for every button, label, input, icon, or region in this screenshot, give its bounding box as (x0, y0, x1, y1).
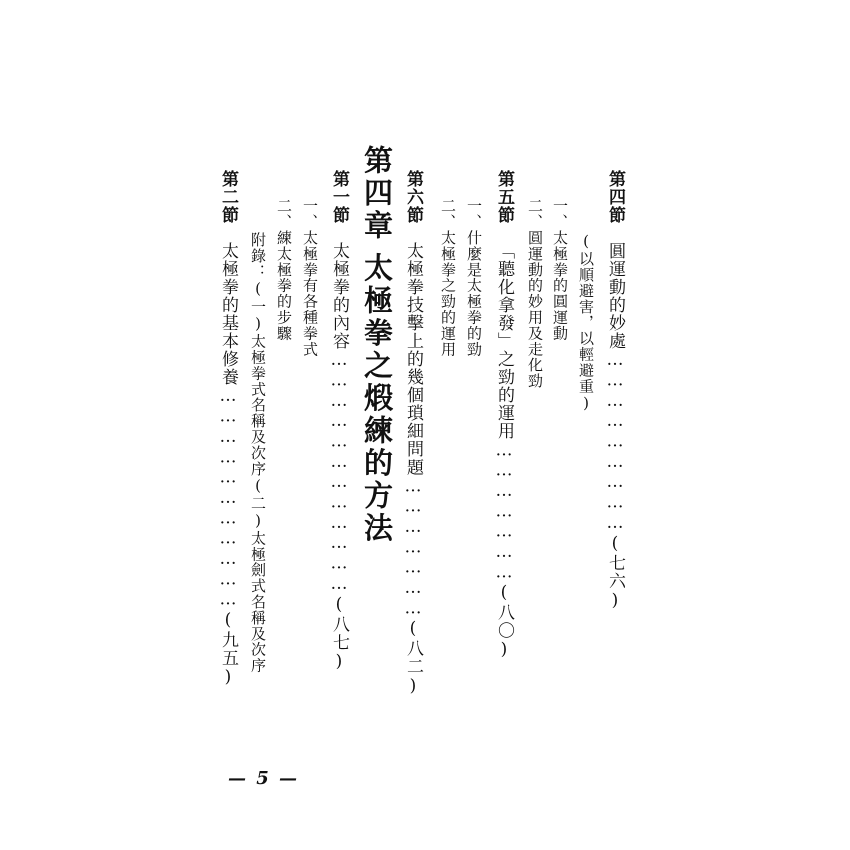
entry-title: (以順避害，以輕避重) (577, 232, 595, 413)
leader-dots: ………………… (403, 476, 423, 619)
leader-dots: …………………………… (218, 386, 238, 610)
page-number: (八七) (329, 594, 349, 673)
toc-entry-item (276, 198, 291, 341)
leader-dots: ……………………………… (329, 350, 349, 595)
chapter-heading: 第四章 (360, 145, 394, 243)
page-number: (九五) (218, 609, 238, 689)
toc-entry-section-6 (404, 170, 421, 697)
entry-title: 太極拳的內容 (329, 242, 349, 351)
entry-title: 太極拳的基本修養 (218, 242, 238, 387)
section-heading: 第六節 (403, 170, 423, 225)
entry-title: 太極拳技擊上的幾個瑣細問題 (403, 242, 423, 477)
toc-chapter-4 (360, 145, 394, 545)
section-heading: 第一節 (329, 170, 349, 225)
toc-entry-item (302, 198, 317, 357)
entry-title: 二、太極拳之勁的運用 (439, 198, 457, 357)
toc-entry-section-2 (219, 170, 236, 688)
entry-title: 一、什麼是太極拳的勁 (465, 198, 483, 357)
entry-title: 圓運動的妙處 (605, 242, 625, 351)
page-number: (七六) (605, 533, 625, 612)
toc-entry-section-4 (606, 170, 623, 611)
leader-dots: ………………… (494, 440, 514, 583)
entry-title: 二、圓運動的妙用及走化勁 (526, 198, 544, 389)
section-heading: 第五節 (494, 170, 514, 225)
entry-title: 二、練太極拳的步驟 (275, 198, 293, 342)
page-folio: — 5 — (228, 768, 300, 789)
toc-entry-item (466, 198, 481, 357)
toc-entry-item (527, 198, 542, 389)
toc-entry-item (440, 198, 455, 357)
section-heading: 第二節 (218, 170, 238, 225)
toc-entry-item (552, 198, 567, 341)
entry-title: 一、太極拳有各種拳式 (301, 198, 319, 357)
toc-entry-appendix (250, 232, 265, 673)
toc-entry-section-1 (330, 170, 347, 672)
section-heading: 第四節 (605, 170, 625, 225)
page-number: (八〇) (494, 582, 514, 661)
entry-title: 附錄：(一)太極拳式名稱及次序(二)太極劍式名稱及次序 (249, 232, 267, 674)
entry-title: 「聽化拿發」之勁的運用 (494, 242, 514, 441)
chapter-title: 太極拳之煅練的方法 (360, 252, 394, 545)
leader-dots: ……………………… (605, 350, 625, 534)
page-number: (八二) (403, 618, 423, 697)
toc-entry-section-5 (495, 170, 512, 661)
entry-title: 一、太極拳的圓運動 (551, 198, 569, 342)
toc-entry-note (578, 232, 593, 413)
